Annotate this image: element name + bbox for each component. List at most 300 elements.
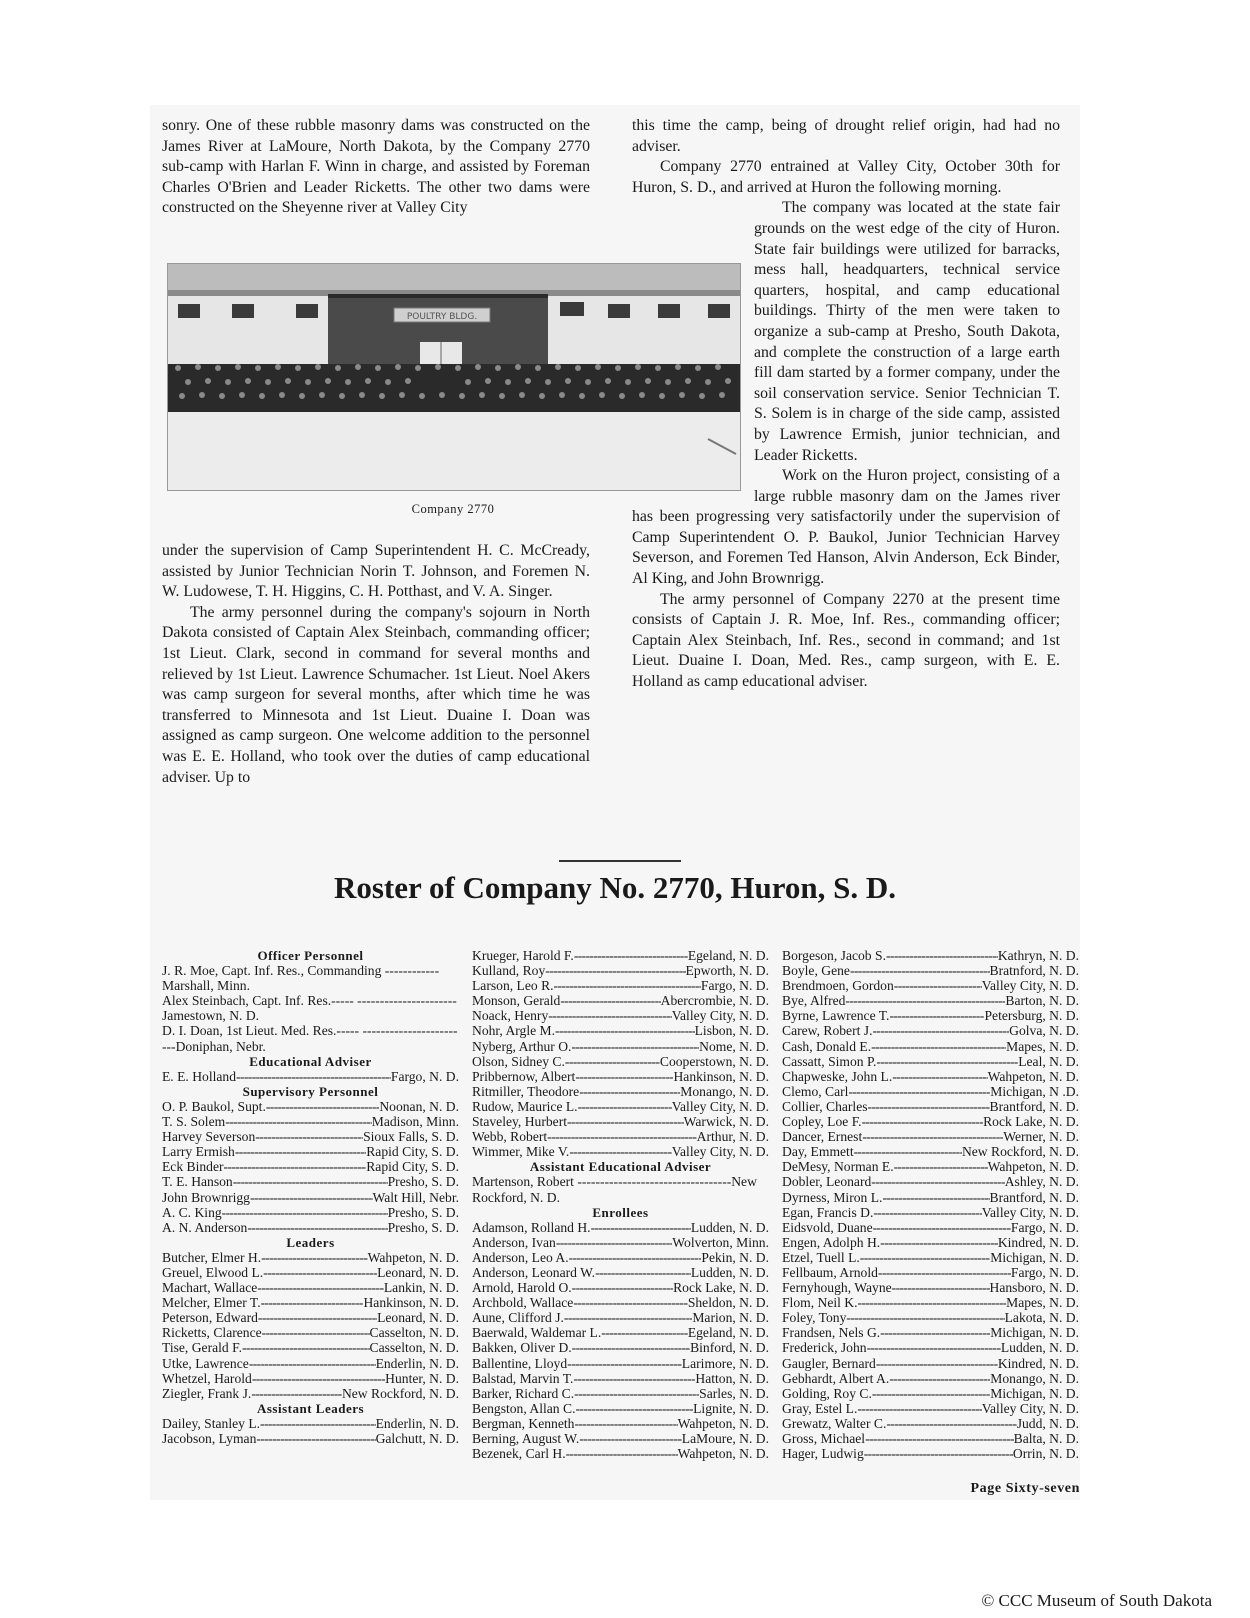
leader-dots [894,1159,988,1174]
roster-entry [162,1159,459,1174]
roster-entry [782,948,1079,963]
leader-dots [569,1250,702,1265]
leader-dots [882,1190,989,1205]
leader-dots [555,1023,695,1038]
roster-hometown: Ludden, N. D. [1000,1340,1079,1356]
section-divider [559,860,681,862]
roster-name: Cash, Donald E. [782,1038,872,1054]
leader-dots [868,1099,990,1114]
leader-dots [858,1295,1007,1310]
roster-hometown: Judd, N. D. [1016,1415,1079,1431]
leader-dots [255,1129,363,1144]
roster-name: Krueger, Harold F. [472,948,574,963]
roster-hometown: Casselton, N. D. [369,1340,459,1356]
roster-entry [472,1416,769,1431]
leader-dots [574,948,688,963]
roster-hometown: Leal, N. D. [1018,1053,1079,1069]
leader-dots [880,1235,998,1250]
roster-name: Whetzel, Harold [162,1370,252,1386]
roster-entry [162,1340,459,1355]
leader-dots [556,1235,672,1250]
leader-dots [894,978,982,993]
roster-hometown: Valley City, N. D. [981,1400,1079,1416]
leader-dots [574,1416,677,1431]
leader-dots [579,1431,682,1446]
leader-dots [224,1159,367,1174]
roster-entry [782,1174,1079,1189]
paragraph: The army personnel during the company's sojourn in North Dakota consisted of Captain Alex Steinbach, commanding officer; 1st Lieut. Clark, second in command for several months and relieved by 1st Lieut. Lawrence Schumacher. 1st Lieut. Noel Akers was camp surgeon for several months, after which time he was transferred to Minnesota and 1st Lieut. Duaine I. Doan was assigned as camp surgeon. One welcome addition to the personnel was E. E. Holland, who took over the duties of camp educational adviser. Up to [162,603,590,786]
roster-section-heading: Assistant Leaders [256,1400,365,1416]
roster-hometown: Brantford, N. D. [989,1189,1079,1205]
leader-dots [547,1129,697,1144]
leader-dots [871,1039,1006,1054]
roster-name: Gross, Michael [782,1431,866,1446]
roster-name: Foley, Tony [782,1310,847,1326]
roster-name: Flom, Neil K. [782,1295,858,1311]
roster-hometown: Valley City, N. D. [671,1098,769,1114]
roster-name: Brendmoen, Gordon [782,978,894,994]
roster-entry [472,1023,769,1038]
leader-dots [886,1416,1016,1431]
leader-dots [548,1008,671,1023]
leader-dots [236,1069,391,1084]
roster-hometown: Rock Lake, N. D. [983,1114,1079,1130]
roster-hometown: Lisbon, N. D. [694,1023,769,1039]
roster-name: Baerwald, Waldemar L. [472,1325,602,1341]
roster-hometown: Sioux Falls, S. D. [363,1129,459,1145]
leader-dots [575,1401,693,1416]
roster-entry [782,1144,1079,1159]
roster-entry [782,1250,1079,1265]
roster-entry [782,1008,1079,1023]
leader-dots [862,1114,984,1129]
roster-hometown: Fargo, N. D. [390,1068,459,1084]
roster-name: Webb, Robert [472,1129,548,1145]
roster-name: Rudow, Maurice L. [472,1098,578,1114]
roster-name: A. N. Anderson [162,1219,248,1235]
leader-dots [850,963,990,978]
roster-hometown: Werner, N. D. [1003,1129,1079,1145]
leader-dots [873,1220,1011,1235]
roster-name: Bezenek, Carl H. [472,1446,566,1462]
roster-entry [782,1371,1079,1386]
roster-name: Balstad, Marvin T. [472,1370,574,1386]
roster-entry [782,1099,1079,1114]
roster-hometown: Lignite, N. D. [693,1400,769,1416]
roster-name: Borgeson, Jacob S. [782,948,886,963]
roster-name: Kulland, Roy [472,963,546,979]
roster-entry [472,1250,769,1265]
leader-dots [222,1205,388,1220]
roster-name: Butcher, Elmer H. [162,1249,262,1265]
leader-dots [571,1039,699,1054]
roster-entry [782,1190,1079,1205]
roster-entry [162,1280,459,1295]
roster-name: Boyle, Gene [782,963,850,979]
roster-entry [162,1416,459,1431]
roster-hometown: Orrin, N. D. [1012,1446,1079,1462]
roster-name: Dailey, Stanley L. [162,1415,261,1431]
roster-entry [472,1144,769,1159]
leader-dots [252,1371,385,1386]
roster-name: Gaugler, Bernard [782,1355,876,1371]
roster-hometown: Walt Hill, Nebr. [372,1189,459,1205]
roster-entry [472,1280,769,1295]
leader-dots [867,1340,1001,1355]
roster-name: Melcher, Elmer T. [162,1295,261,1311]
roster-name: Clemo, Carl [782,1083,849,1099]
roster-hometown: Larimore, N. D. [681,1355,769,1371]
roster-name: Dobler, Leonard [782,1174,872,1190]
roster-hometown: Presho, S. D. [387,1204,459,1220]
roster-hometown: Abercrombie, N. D. [660,993,769,1009]
roster-name: Greuel, Elwood L. [162,1264,264,1280]
roster-entry [472,1129,769,1144]
roster-name: T. E. Hanson [162,1174,233,1190]
leader-dots [247,1220,387,1235]
roster-hometown: Wahpeton, N. D. [677,1446,769,1462]
roster-hometown: Fargo, N. D. [1010,1264,1079,1280]
paragraph: under the supervision of Camp Superintendent H. C. McCready, assisted by Junior Technician Norin T. Johnson, and Foremen N. W. Ludowese, T. H. Higgins, C. H. Potthast, and V. A. Singer. [162,542,590,601]
roster-name: Monson, Gerald [472,993,561,1009]
roster-hometown: Fargo, N. D. [1010,1219,1079,1235]
paragraph: The company was located at the state fair grounds on the west edge of the city of Huron. State fair buildings were utilized for barracks, mess hall, headquarters, technical service quarters, hospital, and camp educational buildings. Thirty of the men were taken to organize a sub-camp at Presho, South Dakota, and complete the construction of a large earth fill dam started by a former company, under the soil conservation service. Senior Technician T. S. Solem is in charge of the side camp, assisted by Lawrence Ermish, junior technician, and Leader Ricketts. [754,199,1060,464]
roster-name: T. S. Solem [162,1114,226,1130]
leader-dots [864,1446,1013,1461]
roster-name: Ricketts, Clarence [162,1325,262,1341]
leader-dots [258,1310,377,1325]
roster-name: John Brownrigg [162,1189,250,1205]
roster-entry [472,1431,769,1446]
roster-hometown: Mapes, N. D. [1006,1295,1079,1311]
roster-name: Bergman, Kenneth [472,1415,575,1431]
leader-dots [857,1401,981,1416]
roster-hometown: Kindred, N. D. [997,1234,1079,1250]
roster-hometown: Michigan, N. D. [990,1325,1079,1341]
leader-dots [880,1325,990,1340]
leader-dots [266,1099,379,1114]
roster-name: Eck Binder [162,1159,224,1175]
leader-dots [569,1144,671,1159]
photo-caption: Company 2770 [411,502,495,516]
roster-entry [782,1159,1079,1174]
roster-hometown: Enderlin, N. D. [375,1415,459,1431]
roster-hometown: Valley City, N. D. [671,1008,769,1024]
roster-hometown: Petersburg, N. D. [984,1008,1079,1024]
leader-dots [567,1114,684,1129]
roster-name: DeMesy, Norman E. [782,1159,894,1175]
roster-name: Hager, Ludwig [782,1446,864,1462]
leader-dots [573,1371,695,1386]
leader-dots [860,1250,990,1265]
roster-entry [782,978,1079,993]
roster-hometown: Valley City, N. D. [981,978,1079,994]
roster-entry [782,1235,1079,1250]
leader-dots [595,1265,691,1280]
roster-name: Golding, Roy C. [782,1385,872,1401]
roster-name: Collier, Charles [782,1098,868,1114]
roster-entry [782,1280,1079,1295]
roster-entry [162,1325,459,1340]
leader-dots [886,948,998,963]
roster-hometown: Monango, N. D. [990,1370,1079,1386]
roster-hometown: Nome, N. D. [699,1038,769,1054]
roster-name: Ritmiller, Theodore [472,1083,580,1099]
roster-entry [472,1401,769,1416]
leader-dots [591,1220,691,1235]
roster-name: Ziegler, Frank J. [162,1385,252,1401]
paragraph: Company 2770 entrained at Valley City, October 30th for Huron, S. D., and arrived at Huron the following morning. [632,158,1060,196]
leader-dots [566,1446,678,1461]
leader-dots [601,1325,688,1340]
roster-hometown: Mapes, N. D. [1006,1038,1079,1054]
roster-entry [782,1401,1079,1416]
roster-name: Grewatz, Walter C. [782,1415,887,1431]
roster-entry [782,1325,1079,1340]
roster-name: Anderson, Ivan [472,1234,556,1250]
roster-hometown: Ludden, N. D. [690,1264,769,1280]
leader-dots [872,1023,1009,1038]
roster-name: Eidsvold, Duane [782,1219,873,1235]
roster-hometown: Michigan, N. D. [990,1385,1079,1401]
roster-section-heading: Assistant Educational Adviser [529,1159,712,1175]
roster-name: A. C. King [162,1204,222,1220]
leader-dots [235,1144,366,1159]
roster-name: Dancer, Ernest [782,1129,863,1145]
page-number: Page Sixty-seven [970,1481,1080,1496]
roster-name: Jacobson, Lyman [162,1431,257,1446]
roster-entry [472,1039,769,1054]
roster-entry [782,1220,1079,1235]
roster-hometown: Wolverton, Minn. [672,1234,769,1250]
roster-entry [472,1220,769,1235]
leader-dots [573,1295,687,1310]
roster-entry: Alex Steinbach, Capt. Inf. Res.----- ----------------------Jamestown, N. D. [162,993,457,1024]
roster-entry [162,1069,459,1084]
roster-entry [162,1250,459,1265]
roster-entry [162,1295,459,1310]
roster-hometown: Lankin, N. D. [383,1280,459,1296]
roster-entry [782,1265,1079,1280]
roster-hometown: Egeland, N. D. [687,948,769,963]
roster-entry: J. R. Moe, Capt. Inf. Res., Commanding ------------Marshall, Minn. [162,963,440,994]
roster-name: O. P. Baukol, Supt. [162,1098,266,1114]
roster-entry [162,1174,459,1189]
roster-entry [162,1371,459,1386]
roster-hometown: Ludden, N. D. [690,1219,769,1235]
leader-dots [846,1310,1004,1325]
roster-name: Copley, Loe F. [782,1114,862,1130]
roster-name: Dyrness, Miron L. [782,1189,883,1205]
roster-hometown: Binford, N. D. [690,1340,769,1356]
roster-entry [472,1069,769,1084]
roster-entry [162,1099,459,1114]
roster-hometown: Hunter, N. D. [385,1370,459,1386]
leader-dots [251,1386,342,1401]
roster-entry [782,1023,1079,1038]
roster-hometown: Madison, Minn. [371,1114,459,1130]
leader-dots [873,1205,981,1220]
roster-hometown: Wahpeton, N. D. [987,1159,1079,1175]
leader-dots [564,1310,692,1325]
leader-dots [575,1069,673,1084]
leader-dots [872,1386,990,1401]
roster-entry [472,993,769,1008]
roster-name: Bengston, Allan C. [472,1400,576,1416]
roster-hometown: Marion, N. D. [692,1310,769,1326]
paragraph: sonry. One of these rubble masonry dams was constructed on the James River at LaMoure, North Dakota, by the Company 2770 sub-camp with Harlan F. Winn in charge, and assisted by Foreman Charles O'Brien and Leader Ricketts. The other two dams were constructed on the Sheyenne river at Valley City [162,117,590,217]
roster-entry [162,1144,459,1159]
roster-name: Wimmer, Mike V. [472,1144,570,1160]
roster-entry [782,1356,1079,1371]
roster-hometown: Golva, N. D. [1009,1023,1079,1039]
roster-hometown: Kindred, N. D. [997,1355,1079,1371]
roster-hometown: Hansboro, N. D. [989,1280,1079,1296]
roster-entry [162,1356,459,1371]
roster-entry [782,993,1079,1008]
leader-dots [876,1356,998,1371]
roster-hometown: LaMoure, N. D. [681,1431,769,1446]
roster-entry [472,1340,769,1355]
roster-hometown: Wahpeton, N. D. [987,1068,1079,1084]
leader-dots [567,1356,682,1371]
roster-hometown: Valley City, N. D. [981,1204,1079,1220]
roster-entry [782,1039,1079,1054]
leader-dots [889,1371,990,1386]
leader-dots [560,993,660,1008]
roster-hometown: Presho, S. D. [387,1219,459,1235]
roster-hometown: Hankinson, N. D. [363,1295,459,1311]
roster-name: Etzel, Tuell L. [782,1249,860,1265]
leader-dots [554,978,701,993]
leader-dots [865,1431,1014,1446]
roster-name: Aune, Clifford J. [472,1310,564,1326]
roster-entry [782,1054,1079,1069]
roster-hometown: Rapid City, S. D. [366,1144,459,1160]
roster-hometown: Bratnford, N. D. [989,963,1079,979]
roster-entry: D. I. Doan, 1st Lieut. Med. Res.----- ------------------------Doniphan, Nebr. [162,1023,458,1054]
leader-dots [889,1008,984,1023]
roster-entry [782,1295,1079,1310]
roster-hometown: Monango, N. D. [680,1083,769,1099]
roster-name: Pribbernow, Albert [472,1068,576,1084]
roster-name: Engen, Adolph H. [782,1234,881,1250]
roster-name: Fernyhough, Wayne [782,1280,892,1296]
roster-name: Tise, Gerald F. [162,1340,242,1356]
roster-hometown: Brantford, N. D. [989,1098,1079,1114]
roster-entry [472,1235,769,1250]
roster-entry [162,1220,459,1235]
roster-name: Nyberg, Arthur O. [472,1038,572,1054]
leader-dots [574,1386,699,1401]
roster-entry [472,1310,769,1325]
roster-name: Fellbaum, Arnold [782,1264,878,1280]
roster-hometown: Epworth, N. D. [685,963,769,979]
roster-entry [472,1084,769,1099]
roster-name: Noack, Henry [472,1008,549,1024]
roster-name: Anderson, Leo A. [472,1249,569,1265]
roster-entry: Martenson, Robert ----------------------------------New Rockford, N. D. [472,1174,757,1205]
roster-hometown: Arthur, N. D. [696,1129,769,1145]
roster-entry [472,1008,769,1023]
leader-dots [878,1265,1011,1280]
paragraph: this time the camp, being of drought relief origin, had had no adviser. [632,117,1060,155]
roster-entry [782,1084,1079,1099]
photo-float-spacer [621,198,754,493]
roster-hometown: Leonard, N. D. [377,1264,459,1280]
roster-hometown: Pekin, N. D. [701,1249,769,1265]
roster-hometown: Egeland, N. D. [687,1325,769,1341]
roster-entry [782,1310,1079,1325]
roster-name: Anderson, Leonard W. [472,1264,596,1280]
roster-title: Roster of Company No. 2770, Huron, S. D. [333,870,897,905]
article-column-1-top [162,116,590,219]
roster-name: Cassatt, Simon P. [782,1053,877,1069]
leader-dots [233,1174,388,1189]
leader-dots [579,1084,680,1099]
roster-name: Larry Ermish [162,1144,235,1160]
leader-dots [565,1054,660,1069]
roster-name: Utke, Lawrence [162,1355,249,1371]
leader-dots [249,1356,376,1371]
leader-dots [578,1099,672,1114]
roster-hometown: Galchutt, N. D. [375,1431,459,1446]
roster-hometown: New Rockford, N. D. [961,1144,1079,1160]
roster-hometown: Sheldon, N. D. [687,1295,769,1311]
roster-section-heading: Supervisory Personnel [242,1083,379,1099]
roster-name: Chapweske, John L. [782,1068,893,1084]
roster-name: Frederick, John [782,1340,867,1356]
leader-dots [572,1280,673,1295]
roster-entry [782,1431,1079,1446]
roster-name: Carew, Robert J. [782,1023,873,1039]
roster-name: Larson, Leo R. [472,978,554,994]
roster-entry [162,1265,459,1280]
roster-hometown: Leonard, N. D. [377,1310,459,1326]
roster-name: Ballentine, Lloyd [472,1355,568,1371]
leader-dots [545,963,685,978]
roster-name: Harvey Severson [162,1129,256,1145]
article-column-1-bottom [162,541,590,788]
roster-hometown: New Rockford, N. D. [341,1385,459,1401]
roster-entry [472,1099,769,1114]
roster-hometown: Valley City, N. D. [671,1144,769,1160]
leader-dots [242,1340,370,1355]
roster-section-heading: Educational Adviser [249,1053,372,1069]
roster-name: Staveley, Hurbert [472,1114,567,1130]
roster-entry [472,1265,769,1280]
roster-hometown: Cooperstown, N. D. [659,1053,769,1069]
roster-hometown: Wahpeton, N. D. [367,1249,459,1265]
roster-section-heading: Officer Personnel [257,948,364,963]
roster-entry [782,1416,1079,1431]
roster-name: Frandsen, Nels G. [782,1325,881,1341]
roster-name: Machart, Wallace [162,1280,258,1296]
leader-dots [225,1114,372,1129]
roster-entry [472,1114,769,1129]
roster-name: Olson, Sidney C. [472,1053,565,1069]
roster-name: Byrne, Lawrence T. [782,1008,890,1024]
roster-hometown: Rock Lake, N. D. [673,1280,769,1296]
leader-dots [854,1144,962,1159]
roster-entry [782,1114,1079,1129]
roster-name: Bye, Alfred [782,993,846,1009]
roster-hometown: Presho, S. D. [387,1174,459,1190]
leader-dots [845,993,1005,1008]
leader-dots [892,1280,990,1295]
leader-dots [260,1416,376,1431]
roster-column-2 [472,948,769,1461]
